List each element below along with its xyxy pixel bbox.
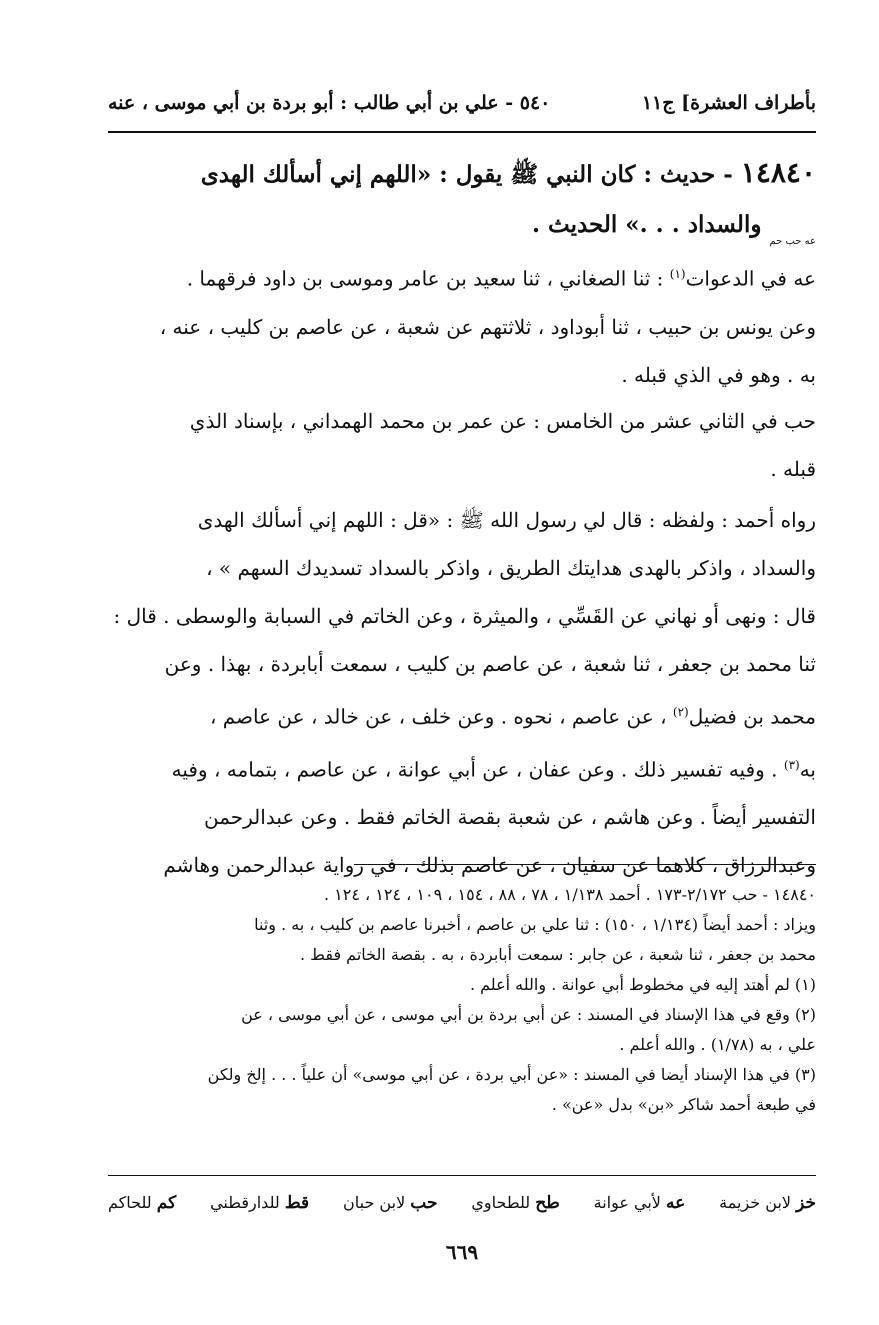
footnote-2-continued: علي ، به (١/٧٨) . والله أعلم .	[619, 1035, 816, 1054]
abbreviation-code: طح	[535, 1193, 560, 1213]
abbreviation-code: حب	[410, 1193, 438, 1213]
footnote-marker: (٣)	[783, 757, 800, 772]
paragraph-text: التفسير أيضاً . وعن هاشم ، عن شعبة بقصة الخاتم فقط . وعن عبدالرحمن	[203, 805, 816, 830]
abbreviation-name: للطحاوي	[471, 1193, 531, 1212]
paragraph-text: ، عن عاصم ، نحوه . وعن خلف ، عن خالد ، عن عاصم ،	[209, 704, 673, 729]
footnote-2: (٢) وقع في هذا الإسناد في المسند : عن أبي بردة بن أبي موسى ، عن أبي موسى ، عن	[241, 1005, 816, 1024]
footnote-marker: (٢)	[672, 705, 689, 719]
paragraph-text: به . وهو في الذي قبله .	[621, 362, 816, 387]
paragraph-text: حب في الثاني عشر من الخامس : عن عمر بن محمد الهمداني ، بإسناد الذي	[189, 409, 816, 433]
abbreviation-code: كم	[156, 1193, 177, 1213]
hadith-label: - حديث :	[643, 161, 733, 188]
footnote-additional-line: ويزاد : أحمد أيضاً (١/١٣٤ ، ١٥٠) : ثنا علي بن عاصم ، أخبرنا عاصم بن كليب ، به . وثنا	[254, 915, 816, 934]
abbreviation-name: لابن حبان	[343, 1193, 406, 1212]
paragraph-text: وعبدالرزاق ، كلاهما عن سفيان ، عن عاصم بذلك ، في رواية عبدالرحمن وهاشم	[163, 853, 816, 878]
paragraph-text: رواه أحمد : ولفظه : قال لي رسول الله ﷺ : «قل : اللهم إني أسألك الهدى	[197, 508, 816, 532]
paragraph-text: محمد بن فضيل	[688, 704, 816, 729]
paragraph-hibban	[108, 397, 816, 493]
footnote-3: (٣) في هذا الإسناد أيضا في المسند : «عن أبي بردة ، عن أبي موسى» أن علياً . . . إلخ ولكن	[207, 1065, 816, 1084]
abbreviation-name: لأبي عوانة	[593, 1193, 661, 1212]
page-number: ٦٦٩	[445, 1240, 479, 1264]
abbreviation-code: خز	[796, 1193, 816, 1213]
hadith-text-second: والسداد . . .» الحديث .	[531, 211, 762, 238]
paragraph-text: : ثنا الصغاني ، ثنا سعيد بن عامر وموسى بن داود فرقهما .	[186, 266, 670, 291]
abbreviation-item	[471, 1193, 559, 1213]
abbreviation-code: عه	[666, 1193, 686, 1213]
header-book-title: بأطراف العشرة] ج١١	[641, 92, 816, 114]
footnote-references: ١٤٨٤٠ - حب ٢/١٧٢-١٧٣ . أحمد ١/١٣٨ ، ٧٨ ، ٨٨ ، ١٥٤ ، ١٠٩ ، ١٢٤ ، ١٢٤ .	[323, 885, 816, 904]
abbreviation-item	[108, 1193, 176, 1213]
paragraph-text: . وفيه تفسير ذلك . وعن عفان ، عن أبي عوانة ، عن عاصم ، بتمامه ، وفيه	[171, 757, 784, 782]
paragraph-ahmad	[108, 496, 816, 889]
abbreviations-legend	[108, 1186, 816, 1220]
hadith-number: ١٤٨٤٠	[740, 156, 816, 189]
abbreviation-item	[343, 1193, 437, 1213]
hadith-source-codes: عه حب حم	[769, 236, 816, 247]
abbreviation-item	[210, 1193, 309, 1213]
footnote-additional-line: محمد بن جعفر ، ثنا شعبة ، عن جابر : سمعت أبابردة ، به . بقصة الخاتم فقط .	[299, 945, 816, 964]
footnotes	[108, 880, 816, 1120]
abbreviation-item	[594, 1193, 686, 1213]
abbreviation-name: للدارقطني	[210, 1193, 280, 1212]
abbreviation-name: لابن خزيمة	[719, 1193, 792, 1212]
abbreviation-code: قط	[284, 1193, 310, 1213]
footnote-1: (١) لم أهتد إليه في مخطوط أبي عوانة . والله أعلم .	[469, 975, 816, 994]
paragraph-text: وعن يونس بن حبيب ، ثنا أبوداود ، ثلاثتهم عن شعبة ، عن عاصم بن كليب ، عنه ،	[159, 314, 816, 339]
paragraph-text: به	[799, 757, 816, 782]
paragraph-text: قبله .	[770, 457, 816, 481]
hadith-text-first: كان النبي ﷺ يقول : «اللهم إني أسألك الهدى	[200, 161, 636, 188]
footnote-3-continued: في طبعة أحمد شاكر «بن» بدل «عن» .	[551, 1095, 816, 1114]
footnote-marker: (١)	[669, 267, 686, 281]
paragraph-text: قال : ونهى أو نهاني عن القَسِّي ، والميثرة ، وعن الخاتم في السبابة والوسطى . قال :	[113, 604, 816, 628]
abbreviations-divider	[108, 1175, 816, 1176]
paragraph-text: والسداد ، واذكر بالهدى هدايتك الطريق ، واذكر بالسداد تسديدك السهم » ،	[206, 556, 816, 580]
header-divider	[108, 131, 816, 133]
abbreviation-item	[719, 1193, 816, 1213]
paragraph-text: ثنا محمد بن جعفر ، ثنا شعبة ، عن عاصم بن كليب ، سمعت أبابردة ، بهذا . وعن	[164, 652, 816, 676]
abbreviation-name: للحاكم	[108, 1193, 152, 1212]
header-section-title: ٥٤٠ - علي بن أبي طالب : أبو بردة بن أبي موسى ، عنه	[108, 92, 551, 114]
paragraph-awana	[108, 250, 816, 399]
footnote-divider	[354, 864, 816, 865]
paragraph-text: عه في الدعوات	[685, 266, 816, 291]
running-header	[108, 86, 816, 120]
